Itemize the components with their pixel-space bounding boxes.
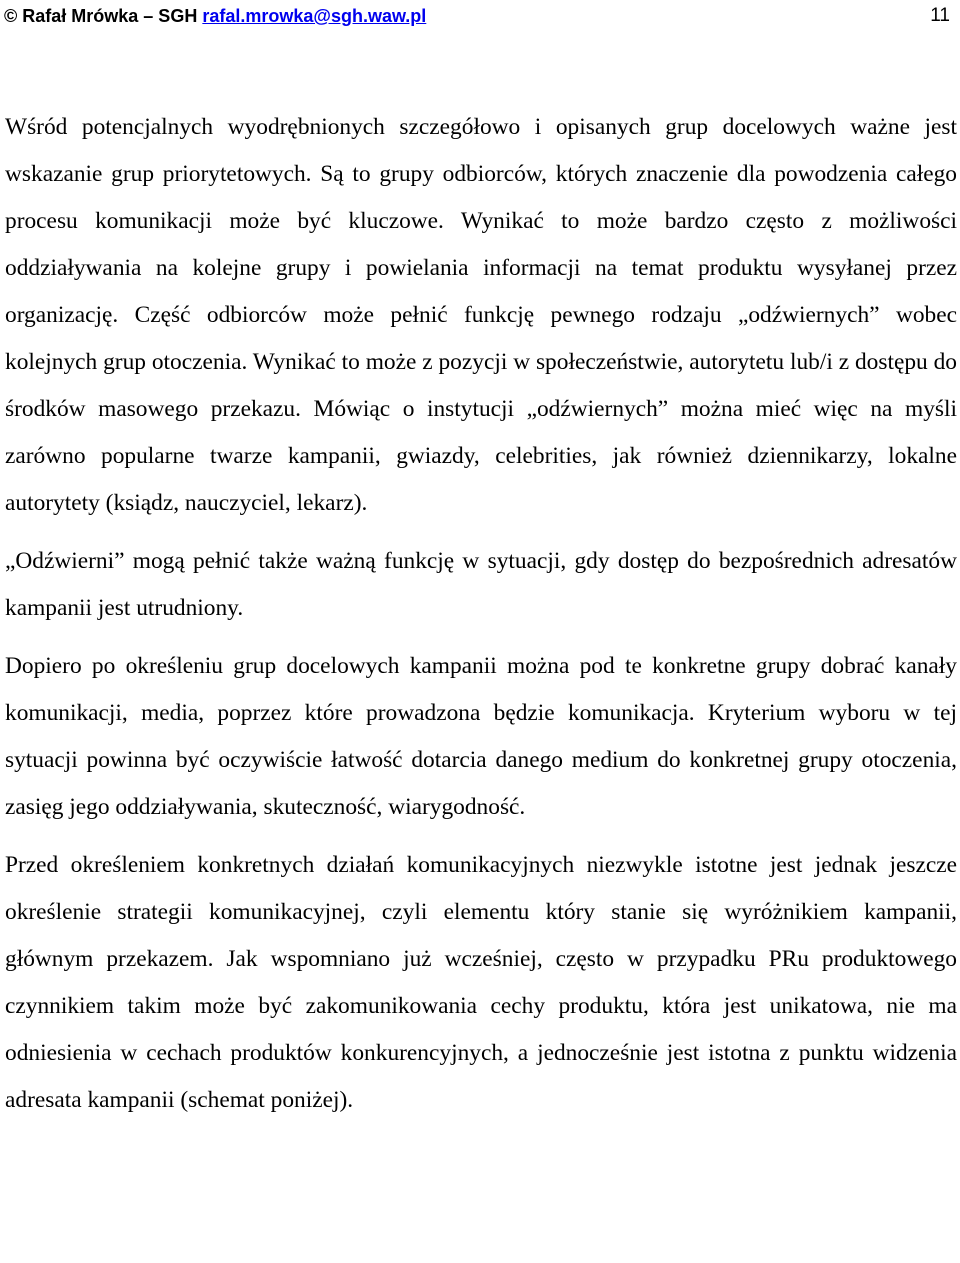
page-header bbox=[4, 3, 950, 29]
header-copyright: © Rafał Mrówka – SGH bbox=[4, 6, 198, 26]
paragraph-channels: Dopiero po określeniu grup docelowych kampanii można pod te konkretne grupy dobrać kanały komunikacji, media, poprzez które prowadzona będzie komunikacja. Kryterium wyboru w tej sytuacji powinna być oczywiście łatwość dotarcia danego medium do konkretnej grupy otoczenia, zasięg jego oddziaływania, skuteczność, wiarygodność. bbox=[5, 653, 957, 820]
header-email-link[interactable]: rafal.mrowka@sgh.waw.pl bbox=[202, 6, 427, 26]
document-body bbox=[5, 104, 957, 1135]
header-author bbox=[4, 3, 426, 29]
paragraph-priority-groups: Wśród potencjalnych wyodrębnionych szczegółowo i opisanych grup docelowych ważne jest wskazanie grup priorytetowych. Są to grupy odbiorców, których znaczenie dla powodzenia całego procesu komunikacji może być kluczowe. Wynikać to może bardzo często z możliwości oddziaływania na kolejne grupy i powielania informacji na temat produktu wysyłanej przez organizację. Część odbiorców może pełnić funkcję pewnego rodzaju „odźwiernych” wobec kolejnych grup otoczenia. Wynikać to może z pozycji w społeczeństwie, autorytetu lub/i z dostępu do środków masowego przekazu. Mówiąc o instytucji „odźwiernych” można mieć więc na myśli zarówno popularne twarze kampanii, gwiazdy, celebrities, jak również dziennikarzy, lokalne autorytety (ksiądz, nauczyciel, lekarz). bbox=[5, 114, 957, 516]
page-number: 11 bbox=[930, 5, 950, 26]
paragraph-strategy: Przed określeniem konkretnych działań komunikacyjnych niezwykle istotne jest jednak jeszcze określenie strategii komunikacyjnej, czyli elementu który stanie się wyróżnikiem kampanii, głównym przekazem. Jak wspomniano już wcześniej, często w przypadku PRu produktowego czynnikiem takim może być zakomunikowania cechy produktu, która jest unikatowa, nie ma odniesienia w cechach produktów konkurencyjnych, a jednocześnie jest istotna z punktu widzenia adresata kampanii (schemat poniżej). bbox=[5, 852, 957, 1113]
paragraph-gatekeepers: „Odźwierni” mogą pełnić także ważną funkcję w sytuacji, gdy dostęp do bezpośrednich adresatów kampanii jest utrudniony. bbox=[5, 548, 957, 621]
